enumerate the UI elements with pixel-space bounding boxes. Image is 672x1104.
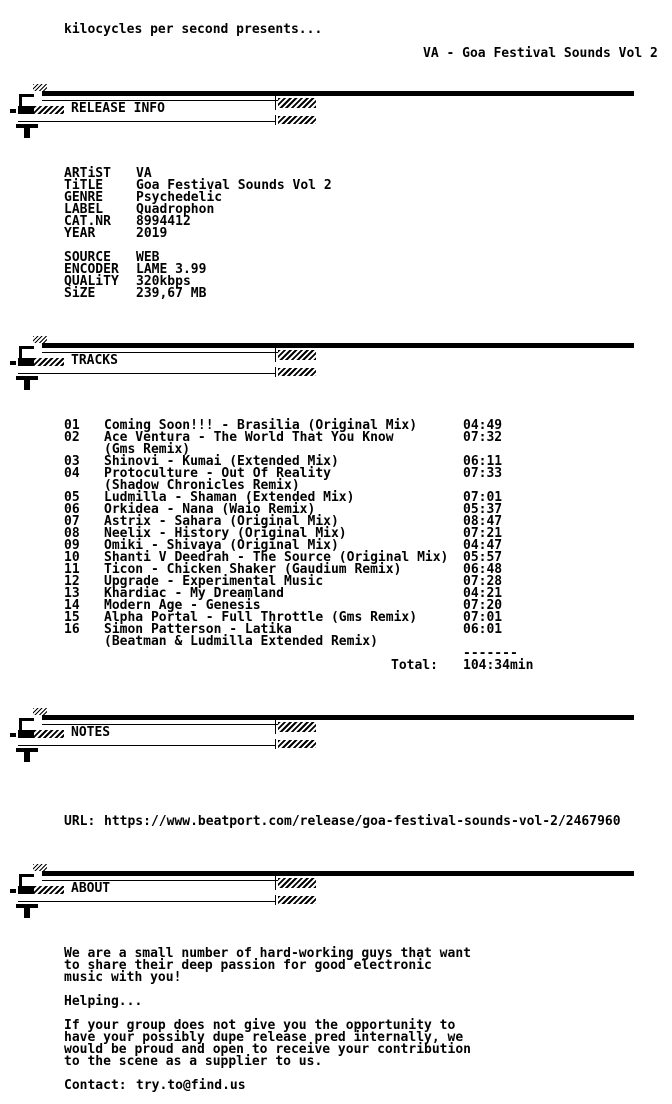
- info-key: YEAR: [64, 226, 96, 241]
- info-value: Goa Festival Sounds Vol 2: [136, 178, 332, 193]
- track-time: 07:33: [463, 466, 503, 481]
- track-number: 05: [64, 490, 80, 505]
- track-title: Simon Patterson - Latika: [104, 622, 292, 637]
- info-value: 8994412: [136, 214, 191, 229]
- section-header-release-info: [10, 84, 634, 142]
- track-time: 05:57: [463, 550, 503, 565]
- track-number: 04: [64, 466, 80, 481]
- track-number: 15: [64, 610, 80, 625]
- track-title: Orkidea - Nana (Waio Remix): [104, 502, 316, 517]
- info-key: GENRE: [64, 190, 104, 205]
- track-number: 07: [64, 514, 80, 529]
- section-title: NOTES: [71, 725, 111, 740]
- info-value: Quadrophon: [136, 202, 215, 217]
- track-title: Omiki - Shivaya (Original Mix): [104, 538, 339, 553]
- track-title: Shinovi - Kumai (Extended Mix): [104, 454, 339, 469]
- track-number: 12: [64, 574, 80, 589]
- intro-text: kilocycles per second presents...: [64, 22, 323, 37]
- track-title: Coming Soon!!! - Brasilia (Original Mix): [104, 418, 418, 433]
- track-number: 16: [64, 622, 80, 637]
- track-title-continued: (Gms Remix): [104, 442, 191, 457]
- track-time: 07:01: [463, 490, 503, 505]
- track-number: 13: [64, 586, 80, 601]
- total-rule: -------: [463, 646, 518, 661]
- track-time: 07:20: [463, 598, 503, 613]
- info-value: WEB: [136, 250, 160, 265]
- track-number: 11: [64, 562, 80, 577]
- info-key: SiZE: [64, 286, 96, 301]
- about-line: would be proud and open to receive your contribution: [64, 1042, 471, 1057]
- info-key: ENCODER: [64, 262, 119, 277]
- track-title: Ace Ventura - The World That You Know: [104, 430, 394, 445]
- track-title: Alpha Portal - Full Throttle (Gms Remix): [104, 610, 418, 625]
- info-value: VA: [136, 166, 152, 181]
- about-line: to the scene as a supplier to us.: [64, 1054, 323, 1069]
- release-title: VA - Goa Festival Sounds Vol 2: [423, 46, 658, 61]
- track-number: 06: [64, 502, 80, 517]
- track-time: 04:21: [463, 586, 503, 601]
- track-time: 07:21: [463, 526, 503, 541]
- track-time: 08:47: [463, 514, 503, 529]
- track-title: Upgrade - Experimental Music: [104, 574, 324, 589]
- track-title: Khardiac - My Dreamland: [104, 586, 285, 601]
- info-value: 239,67 MB: [136, 286, 207, 301]
- info-value: LAME 3.99: [136, 262, 207, 277]
- track-title-continued: (Beatman & Ludmilla Extended Remix): [104, 634, 378, 649]
- section-header-notes: [10, 708, 634, 766]
- track-title-continued: (Shadow Chronicles Remix): [104, 478, 300, 493]
- info-key: CAT.NR: [64, 214, 111, 229]
- track-time: 07:01: [463, 610, 503, 625]
- track-number: 08: [64, 526, 80, 541]
- track-time: 07:28: [463, 574, 503, 589]
- info-key: TiTLE: [64, 178, 104, 193]
- contact-email[interactable]: try.to@find.us: [136, 1078, 246, 1093]
- section-title: ABOUT: [71, 881, 111, 896]
- track-number: 02: [64, 430, 80, 445]
- track-number: 10: [64, 550, 80, 565]
- info-key: SOURCE: [64, 250, 111, 265]
- track-number: 01: [64, 418, 80, 433]
- about-line: We are a small number of hard-working guys that want: [64, 946, 471, 961]
- track-time: 04:49: [463, 418, 503, 433]
- info-value: Psychedelic: [136, 190, 223, 205]
- track-time: 07:32: [463, 430, 503, 445]
- info-key: LABEL: [64, 202, 104, 217]
- track-title: Neelix - History (Original Mix): [104, 526, 347, 541]
- section-header-tracks: [10, 336, 634, 394]
- track-time: 06:01: [463, 622, 503, 637]
- track-number: 03: [64, 454, 80, 469]
- about-line: to share their deep passion for good electronic: [64, 958, 432, 973]
- about-helping: Helping...: [64, 994, 143, 1009]
- track-title: Ludmilla - Shaman (Extended Mix): [104, 490, 355, 505]
- track-time: 06:11: [463, 454, 503, 469]
- total-label: Total:: [391, 658, 438, 673]
- contact-label: Contact:: [64, 1078, 127, 1093]
- section-title: RELEASE INFO: [71, 101, 165, 116]
- info-value: 320kbps: [136, 274, 191, 289]
- track-title: Ticon - Chicken Shaker (Gaudium Remix): [104, 562, 402, 577]
- track-title: Astrix - Sahara (Original Mix): [104, 514, 339, 529]
- info-key: QUALiTY: [64, 274, 119, 289]
- url-link[interactable]: https://www.beatport.com/release/goa-festival-sounds-vol-2/2467960: [104, 814, 621, 829]
- info-key: ARTiST: [64, 166, 111, 181]
- track-time: 06:48: [463, 562, 503, 577]
- track-time: 04:47: [463, 538, 503, 553]
- info-value: 2019: [136, 226, 168, 241]
- track-time: 05:37: [463, 502, 503, 517]
- track-title: Modern Age - Genesis: [104, 598, 261, 613]
- track-title: Protoculture - Out Of Reality: [104, 466, 331, 481]
- section-title: TRACKS: [71, 353, 118, 368]
- about-line: have your possibly dupe release pred internally, we: [64, 1030, 464, 1045]
- about-line: If your group does not give you the opportunity to: [64, 1018, 456, 1033]
- track-number: 14: [64, 598, 80, 613]
- about-line: music with you!: [64, 970, 182, 985]
- track-number: 09: [64, 538, 80, 553]
- section-header-about: [10, 864, 634, 922]
- total-value: 104:34min: [463, 658, 534, 673]
- url-label: URL:: [64, 814, 96, 829]
- track-title: Shanti V Deedrah - The Source (Original Mix): [104, 550, 449, 565]
